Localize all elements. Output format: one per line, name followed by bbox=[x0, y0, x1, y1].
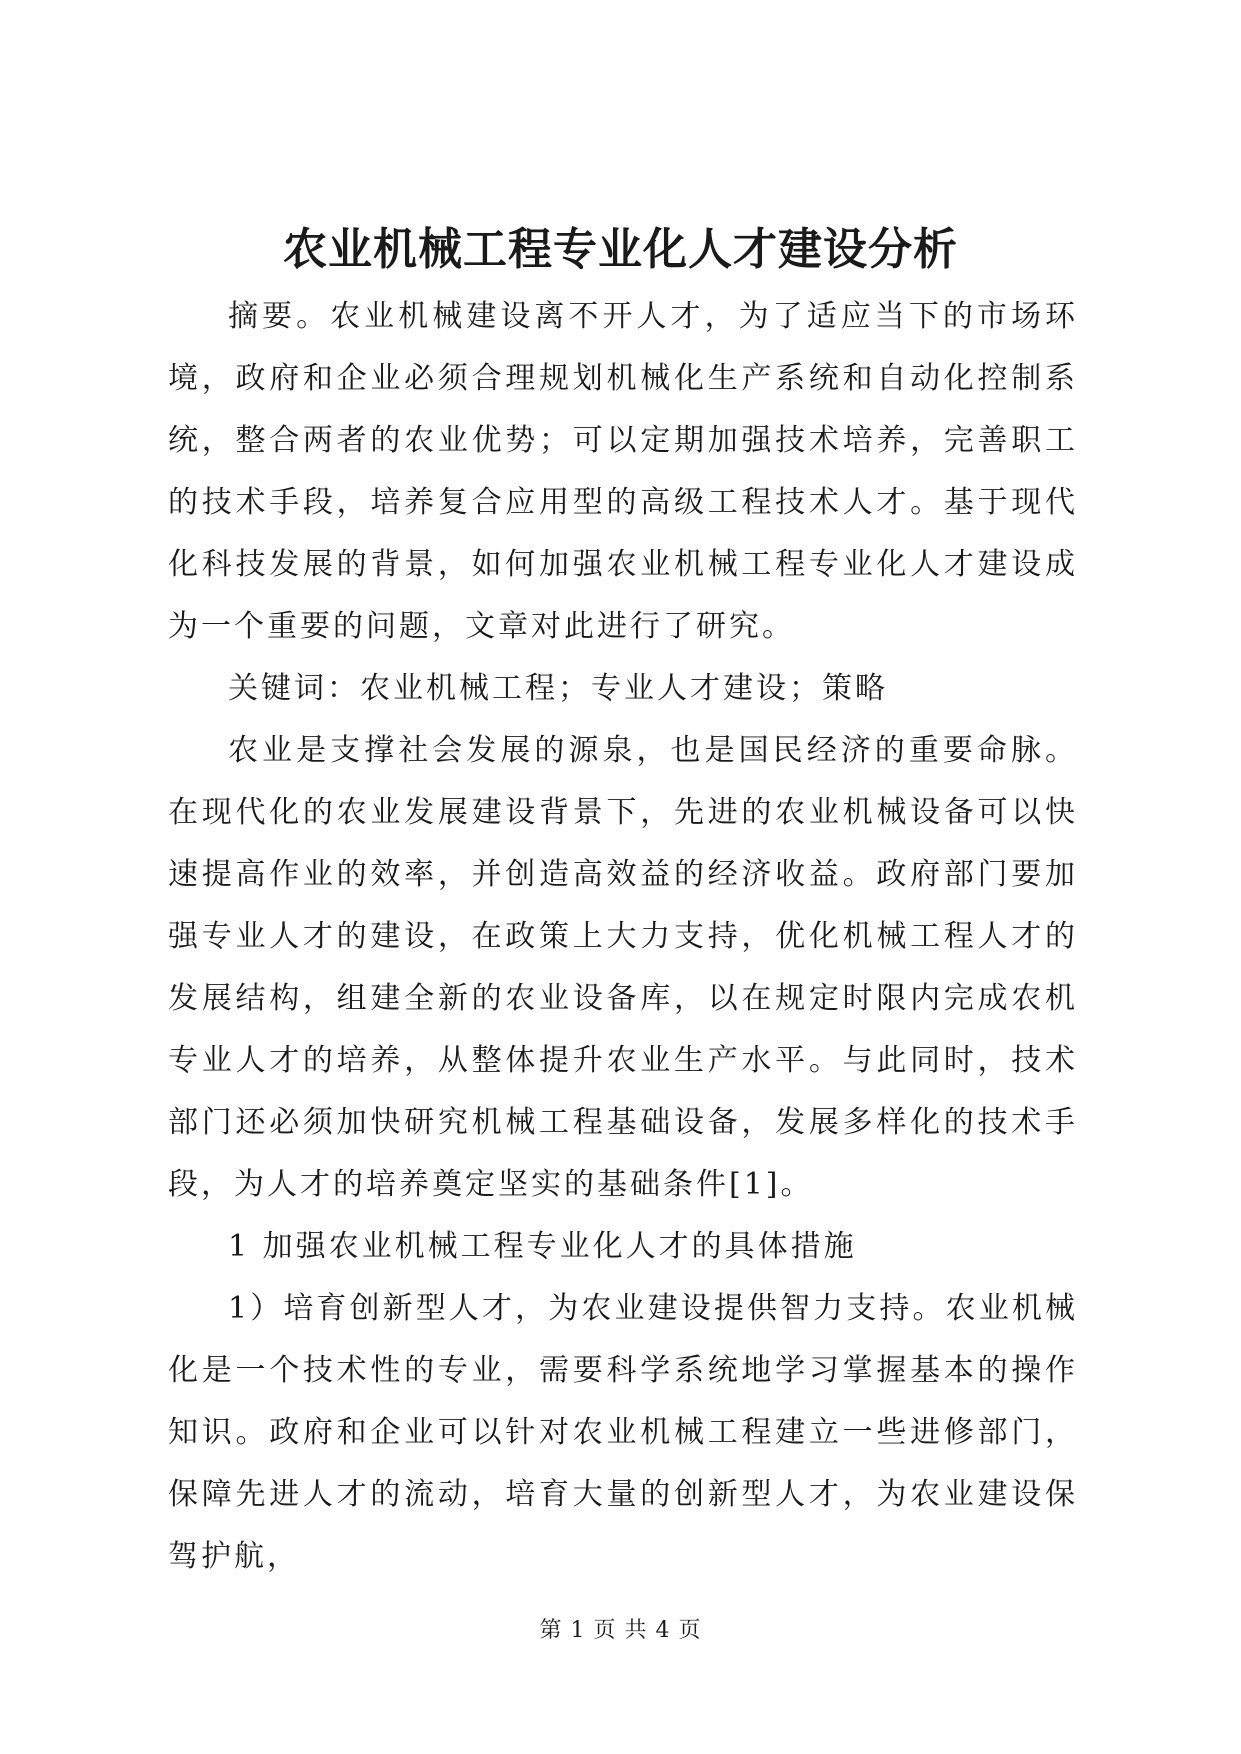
page-footer: 第 1 页 共 4 页 bbox=[539, 1618, 702, 1643]
intro-paragraph: 农业是支撑社会发展的源泉，也是国民经济的重要命脉。在现代化的农业发展建设背景下，先进的农业机械设备可以快速提高作业的效率，并创造高效益的经济收益。政府部门要加强专业人才的建设，在政策上大力支持，优化机械工程人才的发展结构，组建全新的农业设备库，以在规定时限内完成农机专业人才的培养，从整体提升农业生产水平。与此同时，技术部门还必须加快研究机械工程基础设备，发展多样化的技术手段，为人才的培养奠定坚实的基础条件[1]。 bbox=[168, 733, 1078, 1202]
document-title: 农业机械工程专业化人才建设分析 bbox=[283, 224, 958, 275]
abstract-paragraph: 摘要。农业机械建设离不开人才，为了适应当下的市场环境，政府和企业必须合理规划机械化生产系统和自动化控制系统，整合两者的农业优势；可以定期加强技术培养，完善职工的技术手段，培养复合应用型的高级工程技术人才。基于现代化科技发展的背景，如何加强农业机械工程专业化人才建设成为一个重要的问题，文章对此进行了研究。 bbox=[168, 299, 1078, 644]
keywords-paragraph: 关键词：农业机械工程；专业人才建设；策略 bbox=[228, 671, 888, 706]
document-body bbox=[168, 286, 1078, 1588]
section-heading: 1 加强农业机械工程专业化人才的具体措施 bbox=[228, 1229, 857, 1264]
body-paragraph: 1）培育创新型人才，为农业建设提供智力支持。农业机械化是一个技术性的专业，需要科学系统地学习掌握基本的操作知识。政府和企业可以针对农业机械工程建立一些进修部门，保障先进人才的流动，培育大量的创新型人才，为农业建设保驾护航， bbox=[168, 1291, 1078, 1574]
